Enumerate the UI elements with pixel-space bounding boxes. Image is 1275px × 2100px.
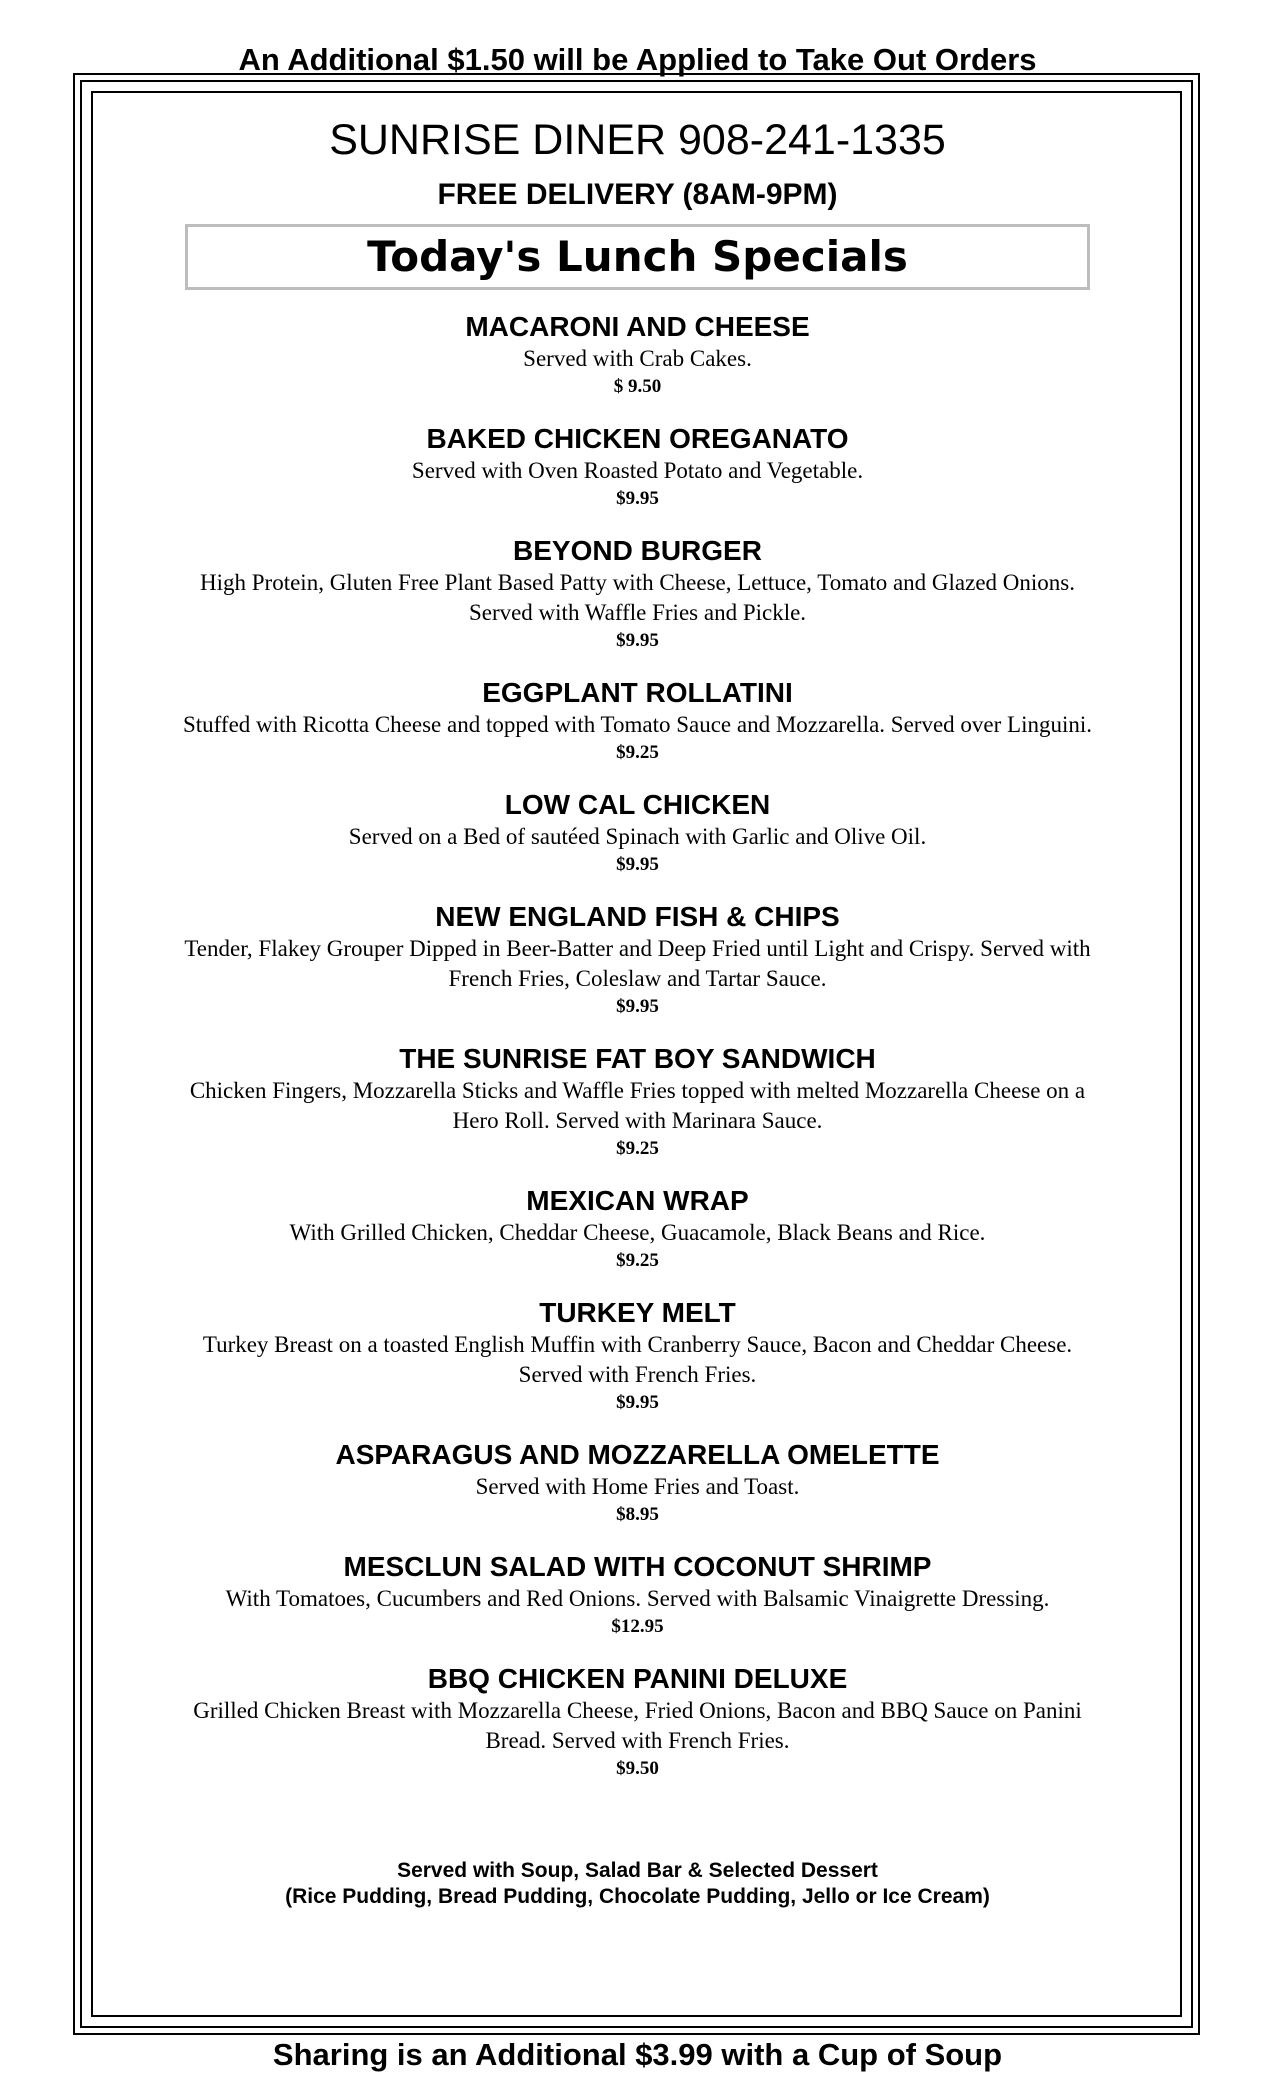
item-price: $12.95	[611, 1616, 664, 1637]
menu-content	[100, 100, 1175, 2010]
menu-item	[180, 1184, 1095, 1274]
item-description: Turkey Breast on a toasted English Muffin with Cranberry Sauce, Bacon and Cheddar Cheese. Served with French Fries.	[202, 1332, 1073, 1387]
item-price: $9.95	[616, 630, 659, 651]
menu-item	[180, 534, 1095, 654]
item-name: ASPARAGUS AND MOZZARELLA OMELETTE	[335, 1439, 940, 1470]
item-description: Stuffed with Ricotta Cheese and topped with Tomato Sauce and Mozzarella. Served over Linguini.	[182, 712, 1092, 737]
item-name: MESCLUN SALAD WITH COCONUT SHRIMP	[343, 1551, 932, 1582]
item-price: $9.25	[616, 1138, 659, 1159]
item-description: With Tomatoes, Cucumbers and Red Onions. Served with Balsamic Vinaigrette Dressing.	[225, 1586, 1050, 1611]
item-price: $ 9.50	[613, 376, 662, 397]
item-description: Chicken Fingers, Mozzarella Sticks and Waffle Fries topped with melted Mozzarella Cheese on a Hero Roll. Served with Marinara Sauce.	[189, 1078, 1086, 1133]
item-price: $9.25	[616, 742, 659, 763]
item-price: $9.95	[616, 854, 659, 875]
item-name: BBQ CHICKEN PANINI DELUXE	[427, 1663, 848, 1694]
item-name: LOW CAL CHICKEN	[504, 789, 771, 820]
delivery-info: FREE DELIVERY (8AM-9PM)	[437, 178, 838, 211]
menu-item	[180, 788, 1095, 878]
specials-title-box: Today's Lunch Specials	[185, 224, 1090, 290]
item-name: EGGPLANT ROLLATINI	[482, 677, 793, 708]
item-price: $9.95	[616, 488, 659, 509]
take-out-note: An Additional $1.50 will be Applied to Take Out Orders	[238, 42, 1037, 77]
diner-title: SUNRISE DINER 908-241-1335	[329, 116, 946, 164]
item-description: High Protein, Gluten Free Plant Based Patty with Cheese, Lettuce, Tomato and Glazed Onions. Served with Waffle Fries and Pickle.	[200, 570, 1075, 625]
item-name: TURKEY MELT	[539, 1297, 736, 1328]
menu-item	[180, 310, 1095, 400]
item-description: Grilled Chicken Breast with Mozzarella Cheese, Fried Onions, Bacon and BBQ Sauce on Panini Bread. Served with French Fries.	[193, 1698, 1082, 1753]
item-price: $9.50	[616, 1758, 659, 1779]
item-price: $9.95	[616, 996, 659, 1017]
footer-line-1: Served with Soup, Salad Bar & Selected Dessert	[397, 1859, 878, 1882]
item-price: $8.95	[616, 1504, 659, 1525]
item-description: Served on a Bed of sautéed Spinach with Garlic and Olive Oil.	[348, 824, 927, 849]
menu-item	[180, 1438, 1095, 1528]
item-name: BAKED CHICKEN OREGANATO	[426, 423, 849, 454]
menu-item	[180, 900, 1095, 1020]
item-name: MACARONI AND CHEESE	[465, 311, 810, 342]
item-description: With Grilled Chicken, Cheddar Cheese, Guacamole, Black Beans and Rice.	[289, 1220, 986, 1245]
menu-item	[180, 1042, 1095, 1162]
sharing-note: Sharing is an Additional $3.99 with a Cup of Soup	[272, 2037, 1003, 2072]
menu-item	[180, 1296, 1095, 1416]
item-description: Served with Oven Roasted Potato and Vegetable.	[411, 458, 864, 483]
footer-line-2: (Rice Pudding, Bread Pudding, Chocolate Pudding, Jello or Ice Cream)	[285, 1885, 990, 1908]
item-description: Tender, Flakey Grouper Dipped in Beer-Batter and Deep Fried until Light and Crispy. Served with French Fries, Coleslaw and Tartar Sauce.	[184, 936, 1091, 991]
item-price: $9.95	[616, 1392, 659, 1413]
menu-item	[180, 676, 1095, 766]
item-price: $9.25	[616, 1250, 659, 1271]
item-name: BEYOND BURGER	[513, 535, 762, 566]
menu-items	[180, 310, 1095, 1804]
item-name: NEW ENGLAND FISH & CHIPS	[435, 901, 840, 932]
item-name: MEXICAN WRAP	[526, 1185, 749, 1216]
menu-item	[180, 422, 1095, 512]
menu-item	[180, 1550, 1095, 1640]
item-description: Served with Home Fries and Toast.	[475, 1474, 800, 1499]
served-with-footer	[0, 1858, 1275, 1910]
menu-item	[180, 1662, 1095, 1782]
item-name: THE SUNRISE FAT BOY SANDWICH	[399, 1043, 876, 1074]
item-description: Served with Crab Cakes.	[523, 346, 752, 371]
